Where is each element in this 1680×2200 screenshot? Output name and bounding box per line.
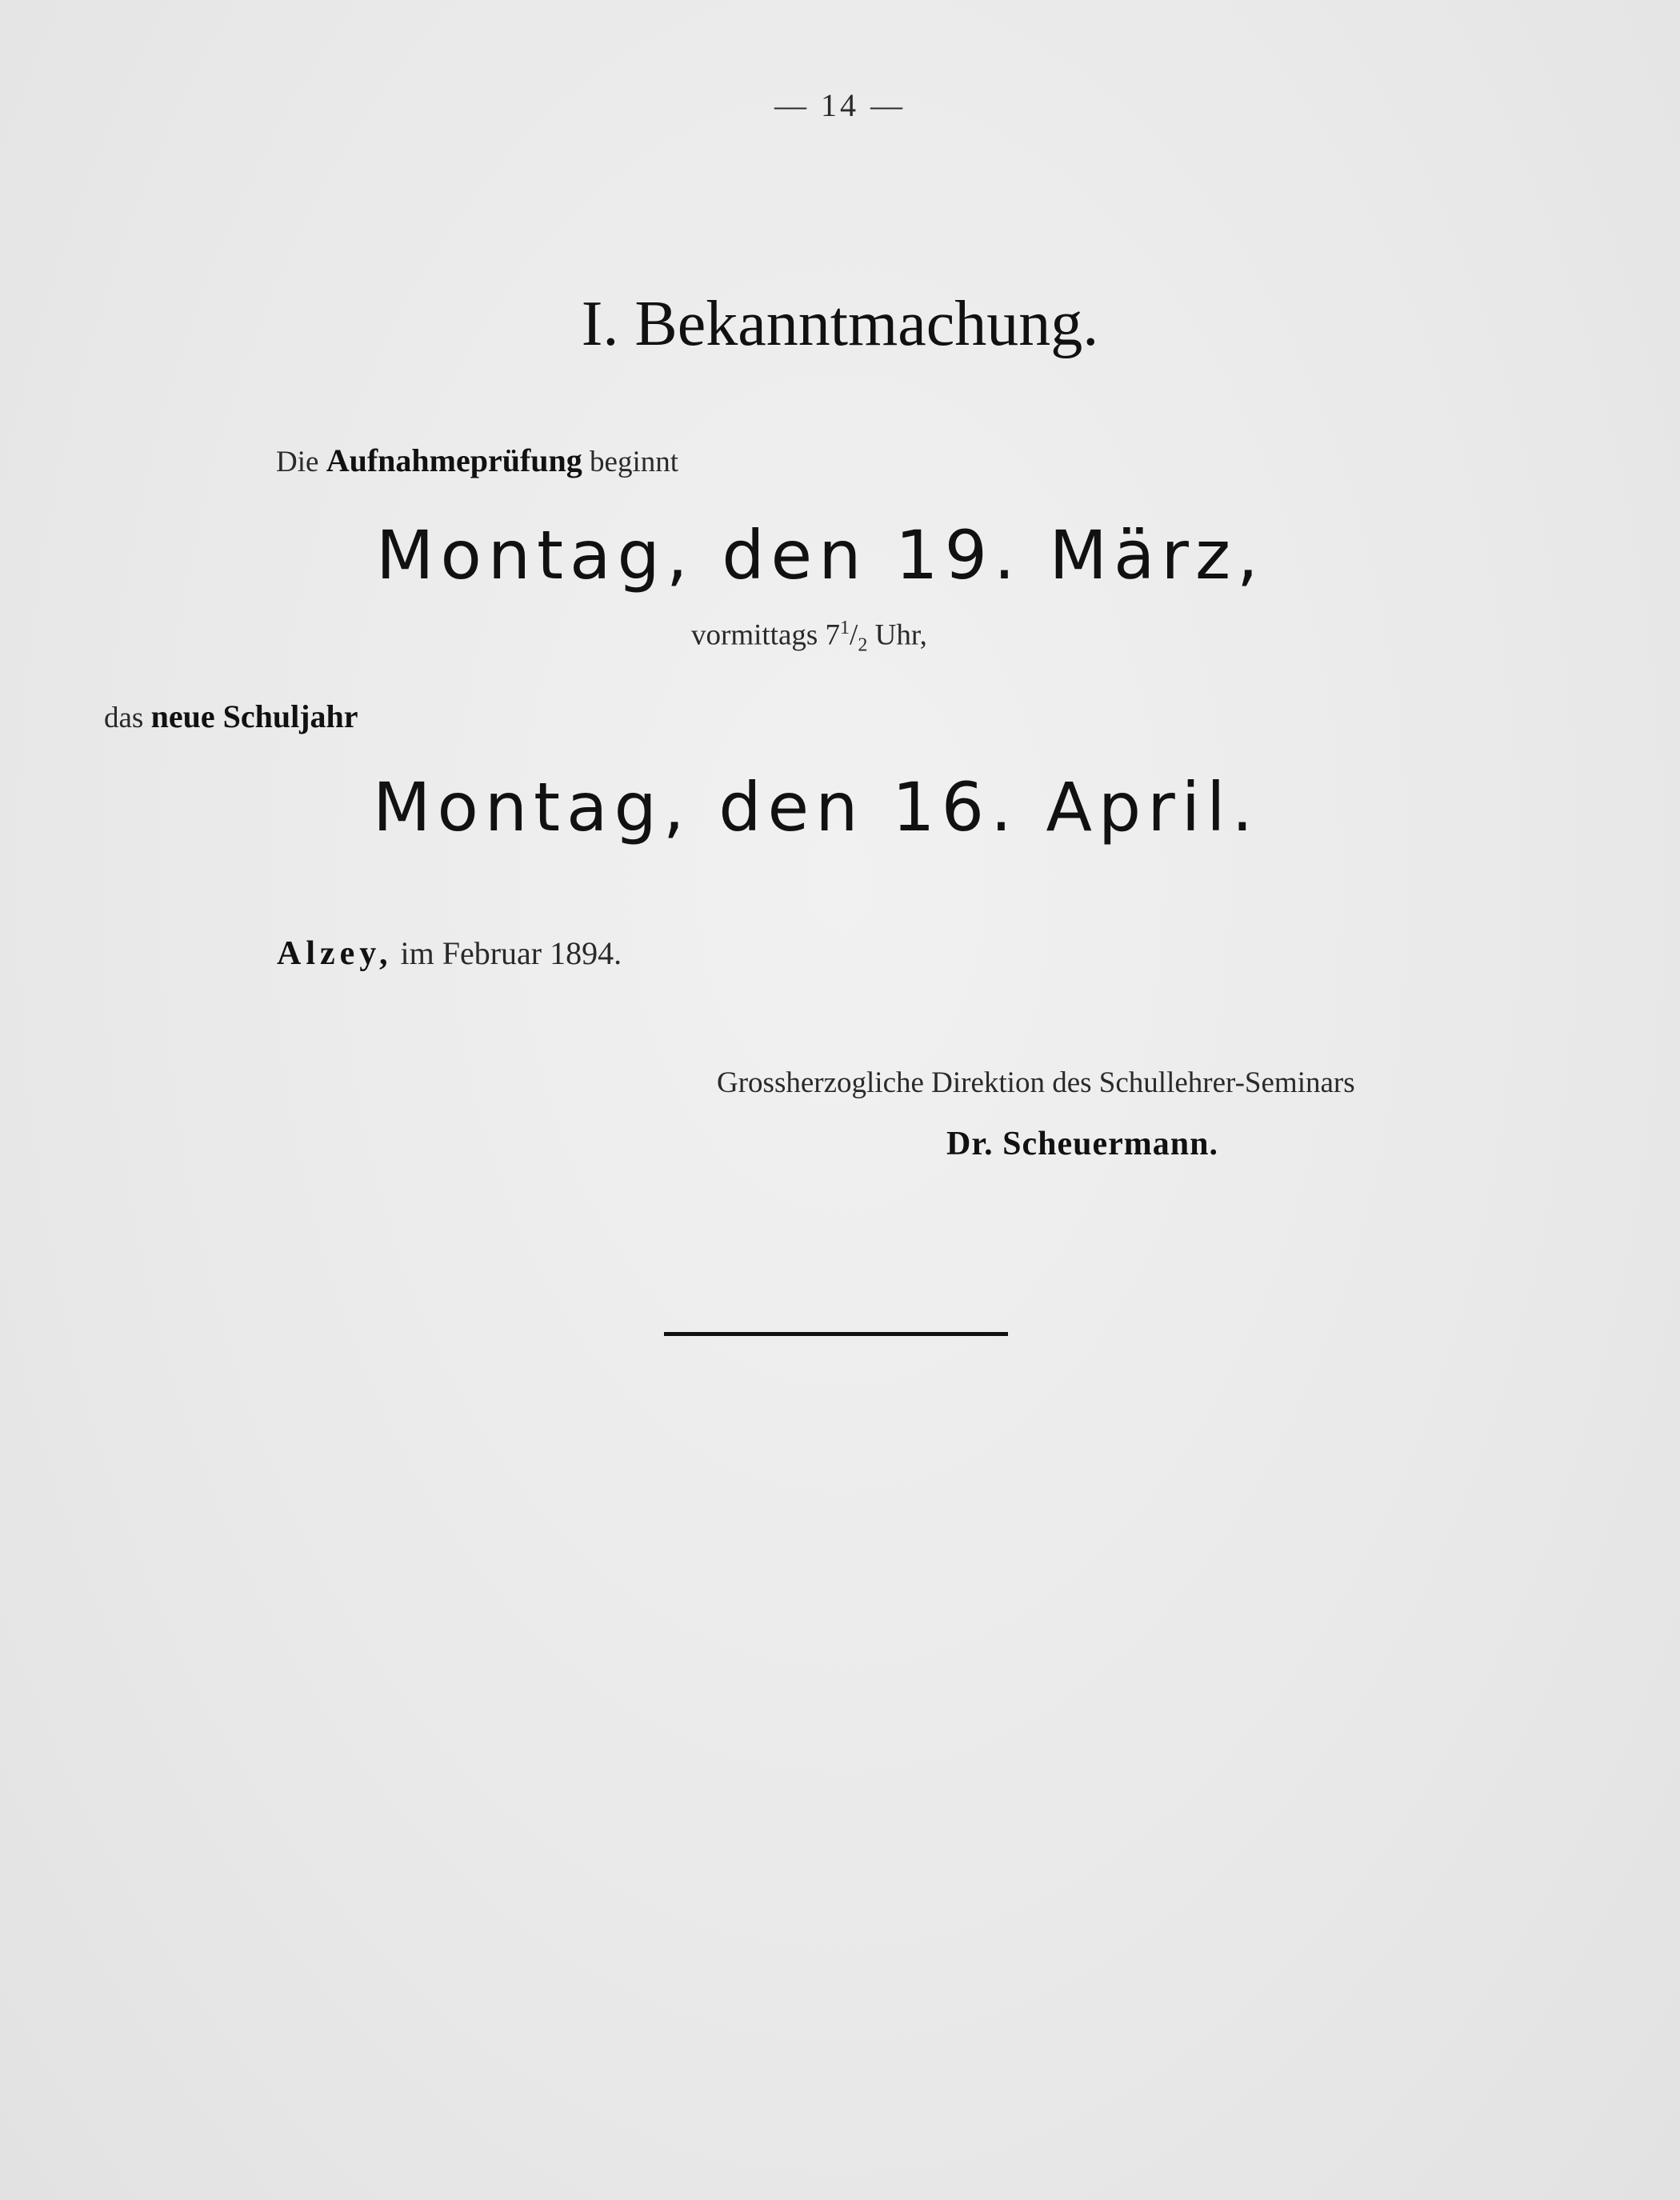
exam-time-sup: 1 <box>840 618 850 638</box>
exam-time-pre: vormittags 7 <box>691 618 841 652</box>
issue-date: im Februar 1894. <box>400 935 622 971</box>
school-year-intro-line <box>104 698 358 735</box>
exam-intro-bold: Aufnahmeprüfung <box>326 442 582 478</box>
school-year-intro-pre: das <box>104 702 144 734</box>
exam-time-line <box>691 618 927 657</box>
page-title: I. Bekanntmachung. <box>581 289 1099 359</box>
place-name: Alzey, <box>277 935 393 972</box>
exam-time-post: Uhr, <box>867 618 927 652</box>
exam-intro-post: beginnt <box>590 446 678 478</box>
school-year-date: Montag, den 16. April. <box>373 768 1260 846</box>
exam-intro-pre: Die <box>276 446 319 478</box>
signature-name: Dr. Scheuermann. <box>946 1126 1218 1162</box>
exam-intro-line <box>276 442 678 479</box>
exam-date: Montag, den 19. März, <box>376 516 1265 594</box>
place-date-line <box>277 934 622 973</box>
exam-time-sub: 2 <box>858 634 868 656</box>
issuing-authority: Grossherzogliche Direktion des Schullehrer-Seminars <box>717 1066 1355 1099</box>
closing-rule-divider <box>664 1332 1008 1336</box>
page-number: — 14 — <box>774 87 906 123</box>
school-year-intro-bold: neue Schuljahr <box>150 698 358 734</box>
exam-time-slash: / <box>850 618 858 652</box>
